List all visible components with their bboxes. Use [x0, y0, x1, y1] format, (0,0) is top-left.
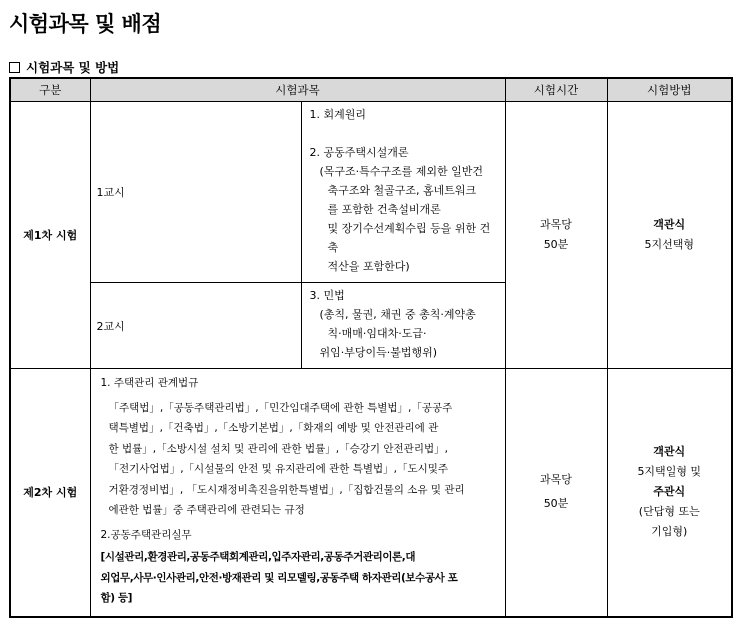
row1-time: [505, 102, 607, 369]
list-item: 외업무,사무·인사관리,안전·방재관리 및 리모델링,공동주택 하자관리(보수공사 포: [100, 571, 458, 584]
list-item: 「주택법」,「공동주택관리법」,「민간임대주택에 관한 특별법」,「공공주: [108, 401, 453, 414]
time-label: 과목당: [540, 218, 572, 231]
list-item: 1. 회계원리: [309, 108, 366, 121]
section-label: 시험과목 및 방법: [26, 60, 120, 75]
method-type: 객관식: [653, 445, 686, 459]
table-row: [10, 369, 732, 617]
method-detail-2: (단답형 또는: [638, 505, 700, 519]
list-item: 택특별법」,「건축법」,「소방기본법」,「화재의 예방 및 안전관리에 관: [108, 422, 439, 434]
list-item: (목구조·특수구조를 제외한 일반건: [319, 165, 484, 178]
list-item: 에관한 법률」중 주택관리에 관련되는 규정: [108, 504, 305, 516]
checkbox-square-icon: [9, 62, 20, 73]
row1-period2-subjects: [301, 283, 505, 369]
header-method: 시험방법: [607, 78, 732, 102]
header-category: 구분: [10, 78, 90, 102]
header-time: 시험시간: [505, 78, 607, 102]
row2-category: 제2차 시험: [10, 369, 90, 617]
row1-period2: 2교시: [90, 283, 301, 369]
list-item: 2. 공동주택시설개론: [309, 146, 409, 159]
exam-table: [9, 77, 733, 618]
list-item: 축구조와 철골구조, 홈네트워크: [327, 184, 477, 197]
part2-lines: [101, 547, 495, 609]
method-detail: 5지선택형: [644, 238, 694, 251]
time-value: 50분: [543, 497, 569, 511]
method-detail: 5지택일형 및: [637, 465, 702, 479]
list-item: 거환경정비법」, 「도시재정비촉진을위한특별법」,「집합건물의 소유 및 관리: [108, 483, 465, 496]
part1-lines: [101, 398, 495, 521]
list-item: (총칙, 물권, 채권 중 총칙·계약총: [319, 308, 476, 321]
row1-period1-subjects: [301, 102, 505, 283]
part1-title: 1. 주택관리 관계법규: [100, 377, 199, 389]
list-item: [시설관리,환경관리,공동주택회계관리,입주자관리,공동주거관리이론,대: [100, 551, 416, 563]
list-item: 및 장기수선계획수립 등을 위한 건축: [327, 222, 491, 254]
header-subjects: 시험과목: [90, 78, 505, 102]
list-item: 위임·부당이득·불법행위): [319, 346, 438, 359]
list-item: 한 법률」,「소방시설 설치 및 관리에 관한 법률」,「승강기 안전관리법」,: [108, 442, 448, 455]
row1-category: 제1차 시험: [10, 102, 90, 369]
row2-subjects: [90, 369, 505, 617]
time-label: 과목당: [540, 473, 572, 487]
table-row: [10, 102, 732, 283]
time-value: 50분: [543, 238, 569, 251]
method-type: 객관식: [653, 218, 686, 231]
list-item: 칙·매매·임대차·도급·: [327, 327, 427, 340]
list-item: 3. 민법: [309, 289, 345, 302]
row1-method: [607, 102, 732, 369]
method-detail-3: 기입형): [651, 525, 688, 539]
row2-time: [505, 369, 607, 617]
row2-method: [607, 369, 732, 617]
header-row: [10, 78, 732, 102]
part2-title: 2.공동주택관리실무: [100, 528, 192, 541]
row1-period1: 1교시: [90, 102, 301, 283]
method-type-2: 주관식: [653, 485, 686, 499]
list-item: 적산을 포함한다): [327, 260, 410, 273]
list-item: 를 포함한 건축설비개론: [327, 203, 441, 216]
page-title: 시험과목 및 배점: [9, 12, 162, 36]
list-item: 함) 등]: [100, 592, 133, 604]
section-heading: [9, 58, 119, 76]
list-item: 「전기사업법」,「시설물의 안전 및 유지관리에 관한 특별법」,「도시및주: [108, 463, 449, 475]
